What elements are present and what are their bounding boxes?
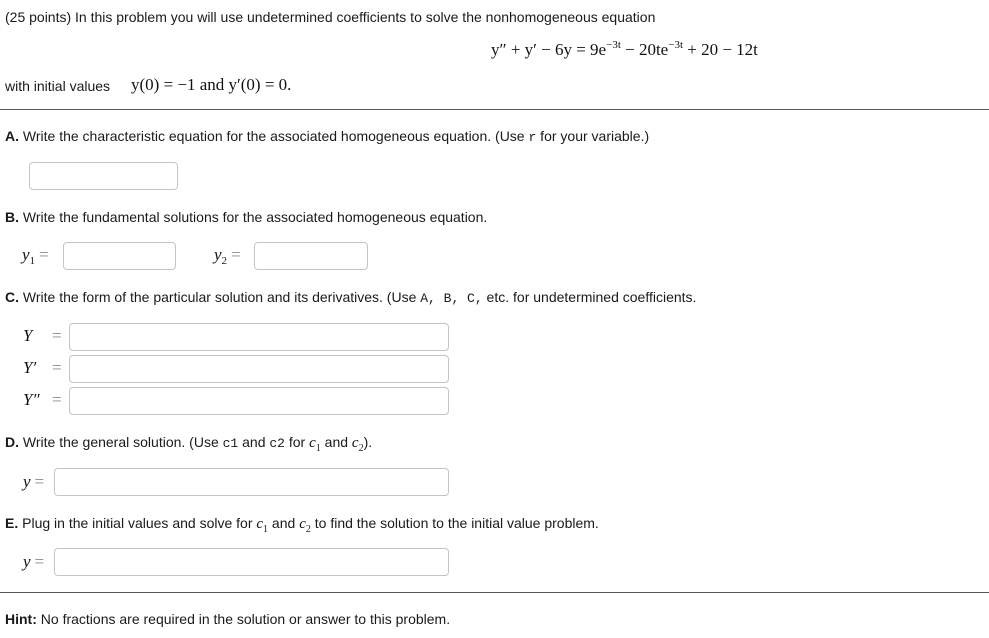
Y-input[interactable] <box>69 323 449 351</box>
characteristic-equation-input[interactable] <box>29 162 178 190</box>
general-solution-var: y <box>23 472 31 491</box>
part-e-c1-sub: 1 <box>263 523 269 535</box>
part-b-letter: B. <box>5 209 19 225</box>
y1-label-sub: 1 <box>29 254 36 267</box>
part-c-coeffs: A, B, C, <box>420 291 483 306</box>
Yprime-input[interactable] <box>69 355 449 383</box>
part-a-text: Write the characteristic equation for the associated homogeneous equation. (Use <box>22 128 529 144</box>
Yprime-label <box>23 358 36 378</box>
part-c-prompt <box>5 289 696 306</box>
part-e-text: Plug in the initial values and solve for <box>22 515 257 531</box>
part-d-text: Write the general solution. (Use <box>22 434 223 450</box>
divider-bottom <box>0 592 989 593</box>
part-e-c2-sub: 2 <box>305 523 311 535</box>
equation-lhs: y″ + y′ − 6y = 9e <box>491 40 607 59</box>
y2-label <box>214 245 241 267</box>
initial-values-label: with initial values <box>5 78 111 94</box>
equation-exp2: −3t <box>668 39 683 51</box>
part-d-c1-sub: 1 <box>315 442 321 454</box>
ivp-solution-equals: = <box>34 552 45 571</box>
Ydoubleprime-label <box>23 390 40 410</box>
part-a-prompt <box>5 128 649 145</box>
part-e-c1-math: c <box>256 516 264 532</box>
problem-intro: (25 points) In this problem you will use undetermined coefficients to solve the nonhomogeneous equation <box>5 9 656 25</box>
equation-mid: − 20te <box>620 40 669 59</box>
ivp-solution-label <box>23 552 44 572</box>
part-c-text: Write the form of the particular solution and its derivatives. (Use <box>22 289 421 305</box>
general-solution-equals: = <box>34 472 45 491</box>
y2-input[interactable] <box>254 242 368 270</box>
part-b-prompt <box>5 209 487 225</box>
part-d-for: for <box>284 434 310 450</box>
part-b-text: Write the fundamental solutions for the associated homogeneous equation. <box>22 209 488 225</box>
Ydoubleprime-label-var: Y″ <box>23 390 40 409</box>
Y-label <box>23 326 32 346</box>
equation-exp1: −3t <box>606 39 621 51</box>
y2-label-var: y <box>214 245 222 264</box>
Y-equals <box>52 326 62 346</box>
part-d-c2-sub: 2 <box>358 442 364 454</box>
part-d-and2: and <box>320 434 352 450</box>
part-d-close: ). <box>363 434 373 450</box>
Yprime-equals-sign: = <box>52 358 62 377</box>
Y-label-var: Y <box>23 326 33 345</box>
ivp-solution-input[interactable] <box>54 548 449 576</box>
main-equation <box>491 40 758 60</box>
hint <box>5 611 450 627</box>
part-c-letter: C. <box>5 289 19 305</box>
Ydoubleprime-equals <box>52 390 62 410</box>
part-c-text-end: etc. for undetermined coefficients. <box>482 289 697 305</box>
initial-values: y(0) = −1 and y′(0) = 0. <box>131 75 292 94</box>
part-e-text-end: to find the solution to the initial value problem. <box>310 515 599 531</box>
Ydoubleprime-equals-sign: = <box>52 390 62 409</box>
part-e-prompt <box>5 515 599 535</box>
Yprime-label-var: Y′ <box>23 358 37 377</box>
general-solution-label <box>23 472 44 492</box>
y1-label-var: y <box>22 245 30 264</box>
y1-input[interactable] <box>63 242 176 270</box>
part-d-c1-math: c <box>309 435 316 451</box>
Y-equals-sign: = <box>52 326 62 345</box>
part-a-text-end: for your variable.) <box>536 128 650 144</box>
part-d-letter: D. <box>5 434 19 450</box>
part-a-var: r <box>528 130 537 145</box>
ivp-solution-var: y <box>23 552 31 571</box>
part-e-c2-math: c <box>299 516 306 532</box>
y1-equals: = <box>38 245 49 264</box>
part-e-letter: E. <box>5 515 19 531</box>
hint-text: No fractions are required in the solution or answer to this problem. <box>36 611 451 627</box>
part-d-c2: c2 <box>269 436 285 451</box>
part-d-and1: and <box>238 434 270 450</box>
y2-equals: = <box>230 245 241 264</box>
part-e-and: and <box>268 515 300 531</box>
y1-label <box>22 245 49 267</box>
hint-label: Hint: <box>5 611 37 627</box>
divider-top <box>0 109 989 110</box>
part-d-prompt <box>5 434 372 454</box>
equation-rhs: + 20 − 12t <box>683 40 758 59</box>
general-solution-input[interactable] <box>54 468 449 496</box>
part-d-c1: c1 <box>222 436 239 451</box>
part-d-c2-math: c <box>351 435 359 451</box>
y2-label-sub: 2 <box>221 254 228 267</box>
part-a-letter: A. <box>5 128 19 144</box>
Ydoubleprime-input[interactable] <box>69 387 449 415</box>
Yprime-equals <box>52 358 62 378</box>
